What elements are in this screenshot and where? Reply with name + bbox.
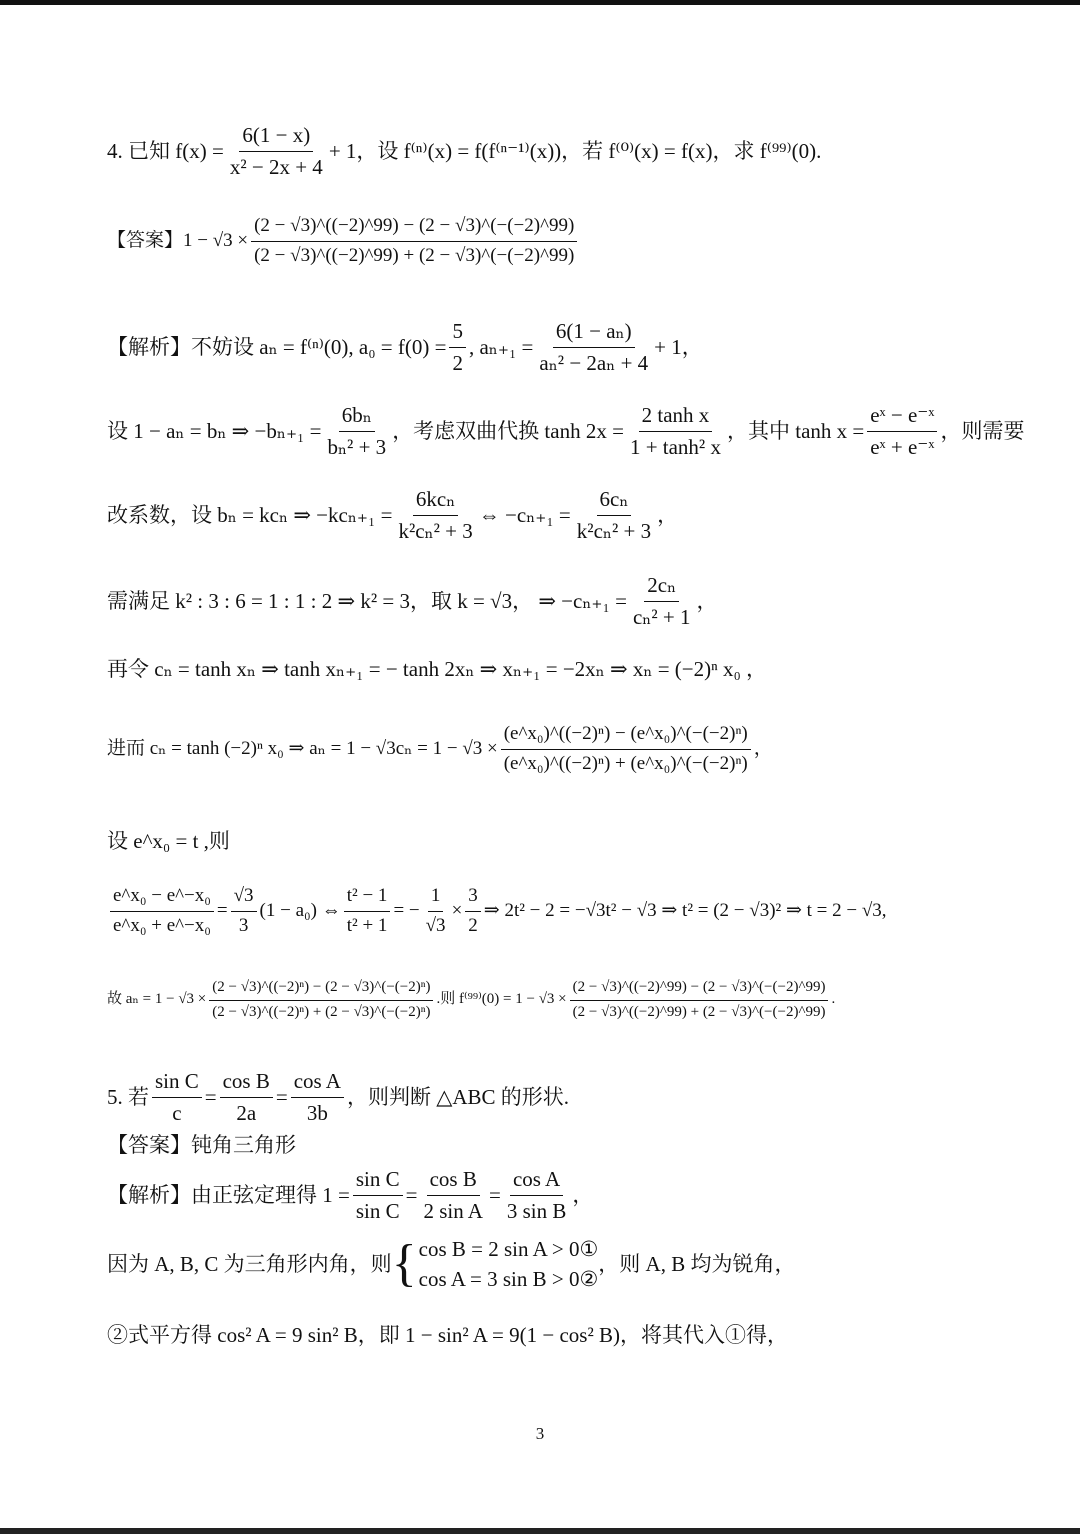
- analysis-line-6: 进而 cₙ = tanh (−2)ⁿ x₀ ⇒ aₙ = 1 − √3cₙ = 1 − √3 × $\frac{\text{(e\textasciicircum{}x₀)\textasciicircum{}((−2)ⁿ) − (e\textasciicircum{}x₀)\textasciicircum{}(−(−2)ⁿ)}}{\text{(e\textasciicircum{}x₀)\textasciicircum{}((−2)ⁿ) + (e\textasciicircum{}x₀)\textasciicircum{}(−(−2)ⁿ)}}$ ，: [107, 723, 773, 774]
- q4-tail: + 1，设 f⁽ⁿ⁾(x) = f(f⁽ⁿ⁻¹⁾(x))，若 f⁽⁰⁾(x) = f(x)，求 f⁽⁹⁹⁾(0).: [328, 139, 822, 164]
- answer-1-label: 【答案】1 − √3 ×: [107, 229, 249, 251]
- top-border: [0, 0, 1080, 5]
- analysis-2: 【解析】由正弦定理得 1 = $\frac{\text{sin C}}{\text{sin C}}$ = $\frac{\text{cos B}}{\text{2 sin A}}$ = $\frac{\text{cos A}}{\text{3 sin B}}$ ，: [107, 1167, 594, 1224]
- bottom-border: [0, 1528, 1080, 1534]
- analysis-line-2: 设 1 − aₙ = bₙ ⇒ −bₙ₊₁ = $\frac{\text{6bₙ}}{\text{bₙ² + 3}}$ ，考虑双曲代换 tanh 2x = $\frac{\text{2 tanh x}}{\text{1 + tanh² x}}$ ，其中 tanh x = $\frac{\text{eˣ − e⁻ˣ}}{\text{eˣ + e⁻ˣ}}$ ，则需要: [107, 403, 1025, 460]
- page-number: 3: [535, 1424, 545, 1443]
- equation-system: cos B = 2 sin A > 0① cos A = 3 sin B > 0②: [418, 1237, 599, 1292]
- analysis-line-10: 因为 A, B, C 为三角形内角，则 { cos B = 2 sin A > 0① cos A = 3 sin B > 0② ，则 A, B 均为锐角，: [107, 1234, 795, 1295]
- answer-1: [107, 214, 580, 268]
- q4-fraction: $\frac{6(1 - x)}{\text{x² − 2x + 4}}$: [229, 123, 323, 180]
- analysis-line-3: 改系数，设 bₙ = kcₙ ⇒ −kcₙ₊₁ = $\frac{\text{6kcₙ}}{\text{k²cₙ² + 3}}$ ⇔ −cₙ₊₁ = $\frac{\text{6cₙ}}{\text{k²cₙ² + 3}}$ ，: [107, 487, 679, 544]
- analysis-line-11: ②式平方得 cos² A = 9 sin² B，即 1 − sin² A = 9(1 − cos² B)，将其代入①得，: [107, 1323, 789, 1347]
- analysis-line-5: 再令 cₙ = tanh xₙ ⇒ tanh xₙ₊₁ = − tanh 2xₙ ⇒ xₙ₊₁ = −2xₙ ⇒ xₙ = (−2)ⁿ x₀ ，: [107, 657, 768, 681]
- analysis-line-4: 需满足 k² : 3 : 6 = 1 : 1 : 2 ⇒ k² = 3，取 k = √3， ⇒ −cₙ₊₁ = $\frac{\text{2cₙ}}{\text{cₙ² + 1}}$ ，: [107, 573, 718, 630]
- analysis-line-7: 设 e^x₀ = t ,则: [107, 829, 230, 853]
- analysis-line-9: 故 aₙ = 1 − √3 × $\frac{\text{(2 − √3)\textasciicircum{}((−2)ⁿ) − (2 − √3)\textasciicircum{}(−(−2)ⁿ)}}{\text{(2 − √3)\textasciicircum{}((−2)ⁿ) + (2 − √3)\textasciicircum{}(−(−2)ⁿ)}}$ .则 f⁽⁹⁹⁾(0) = 1 − √3 × $\frac{(2 - √3)\^{}((-2)\^{}99) - (2 - √3)\^{}(-(-2)\^{}99)}{(2 - √3)\^{}((-2)\^{}99) + (2 - √3)\^{}(-(-2)\^{}99)}$ .: [107, 979, 836, 1020]
- q4-label: 4. 已知 f(x) =: [107, 139, 224, 164]
- question-4: [107, 122, 821, 182]
- answer-2: 【答案】钝角三角形: [107, 1133, 296, 1157]
- question-5: 5. 若 $\frac{\text{sin C}}{c}$ = $\frac{\text{cos B}}{2a}$ = $\frac{\text{cos A}}{3b}$ ，则判断 △ABC 的形状.: [107, 1069, 570, 1126]
- analysis-line-8: $\frac{\text{e\textasciicircum{}x₀ − e\textasciicircum{}−x₀}}{\text{e\textasciicircum{}x₀ + e\textasciicircum{}−x₀}}$ = $\frac{√3}{3}$ (1 − a₀) ⇔ $\frac{\text{t² − 1}}{\text{t² + 1}}$ = − $\frac{1}{√3}$ × $\frac{3}{2}$ ⇒ 2t² − 2 = −√3t² − √3 ⇒ t² = (2 − √3)² ⇒ t = 2 − √3,: [107, 884, 887, 938]
- answer-1-fraction: $\frac{(2 - √3)\^{}((-2)\^{}99) - (2 - √3)\^{}(-(-2)\^{}99)}{(2 - √3)\^{}((-2)\^{}99) + (2 - √3)\^{}(-(-2)\^{}99)}$: [251, 214, 577, 268]
- analysis-1: 【解析】不妨设 aₙ = f⁽ⁿ⁾(0), a₀ = f(0) = $\frac{5}{2}$ , aₙ₊₁ = $\frac{\text{6(1 − aₙ)}}{\text{aₙ² − 2aₙ + 4}}$ + 1，: [107, 319, 703, 376]
- left-brace-icon: {: [391, 1235, 417, 1293]
